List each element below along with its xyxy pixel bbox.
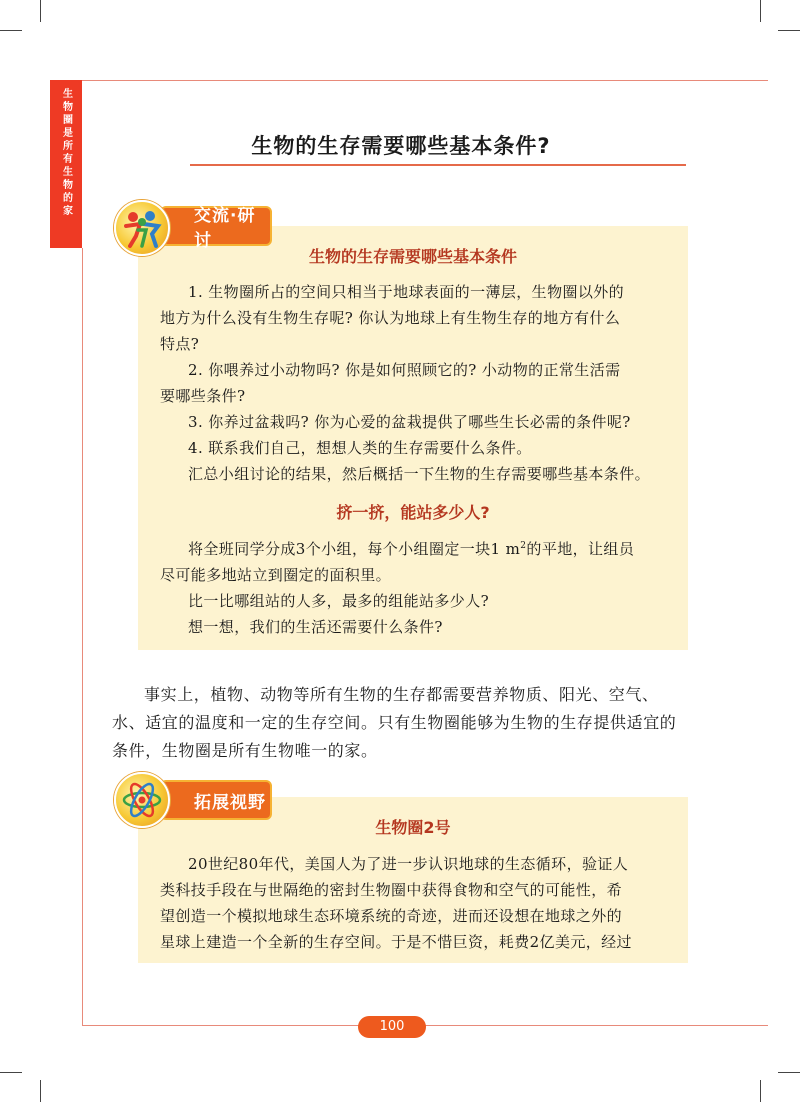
title-underline — [190, 164, 686, 166]
crop-mark — [0, 30, 22, 31]
discussion-line: 4. 联系我们自己，想想人类的生存需要什么条件。 — [188, 439, 532, 457]
activity-line: 尽可能多地站立到圈定的面积里。 — [160, 566, 392, 584]
extended-view-line: 星球上建造一个全新的生存空间。于是不惜巨资，耗费2亿美元，经过 — [160, 933, 632, 951]
body-text-line: 条件，生物圈是所有生物唯一的家。 — [112, 741, 378, 760]
activity-line — [188, 538, 634, 559]
activity-line: 想一想，我们的生活还需要什么条件? — [188, 618, 443, 636]
discussion-line: 1. 生物圈所占的空间只相当于地球表面的一薄层，生物圈以外的 — [188, 283, 625, 301]
discussion-line: 特点? — [160, 335, 200, 353]
discussion-subtitle: 生物的生存需要哪些基本条件 — [308, 247, 517, 266]
crop-mark — [778, 30, 800, 31]
extended-view-line: 20世纪80年代，美国人为了进一步认识地球的生态循环，验证人 — [188, 855, 629, 873]
chapter-side-tab-text: 生物圈是所有生物的家 — [60, 88, 72, 218]
extended-view-badge-label: 拓展视野 — [194, 792, 266, 813]
crop-mark — [40, 0, 41, 22]
body-text-line: 水、适宜的温度和一定的生存空间。只有生物圈能够为生物的生存提供适宜的 — [112, 713, 677, 732]
page-number: 100 — [358, 1016, 426, 1038]
extended-view-subtitle: 生物圈2号 — [375, 818, 451, 837]
extended-view-badge — [160, 780, 272, 820]
discussion-badge-label: 交流·研讨 — [194, 206, 256, 251]
page-border-top — [82, 80, 768, 81]
activity-subtitle: 挤一挤，能站多少人? — [336, 503, 490, 522]
discussion-line: 2. 你喂养过小动物吗? 你是如何照顾它的? 小动物的正常生活需 — [188, 361, 621, 379]
activity-line: 比一比哪组站的人多，最多的组能站多少人? — [188, 592, 490, 610]
crop-mark — [0, 1072, 22, 1073]
chapter-side-tab — [50, 80, 82, 248]
superscript: 2 — [520, 541, 527, 551]
activity-line-text: 的平地，让组员 — [526, 540, 635, 558]
extended-view-line: 望创造一个模拟地球生态环境系统的奇迹，进而还设想在地球之外的 — [160, 907, 623, 925]
activity-line-text: 将全班同学分成3个小组，每个小组圈定一块1 m — [188, 540, 521, 558]
body-text-line: 事实上，植物、动物等所有生物的生存都需要营养物质、阳光、空气、 — [144, 685, 659, 704]
discussion-line: 地方为什么没有生物生存呢? 你认为地球上有生物生存的地方有什么 — [160, 309, 621, 327]
discussion-badge — [160, 206, 272, 251]
crop-mark — [760, 1080, 761, 1102]
crop-mark — [40, 1080, 41, 1102]
crop-mark — [760, 0, 761, 22]
discussion-line: 3. 你养过盆栽吗? 你为心爱的盆栽提供了哪些生长必需的条件呢? — [188, 413, 631, 431]
discussion-line: 汇总小组讨论的结果，然后概括一下生物的生存需要哪些基本条件。 — [188, 465, 651, 483]
crop-mark — [778, 1072, 800, 1073]
page-border-left — [82, 248, 83, 1026]
extended-view-line: 类科技手段在与世隔绝的密封生物圈中获得食物和空气的可能性，希 — [160, 881, 623, 899]
discussion-line: 要哪些条件? — [160, 387, 246, 405]
page-title: 生物的生存需要哪些基本条件? — [251, 134, 551, 158]
